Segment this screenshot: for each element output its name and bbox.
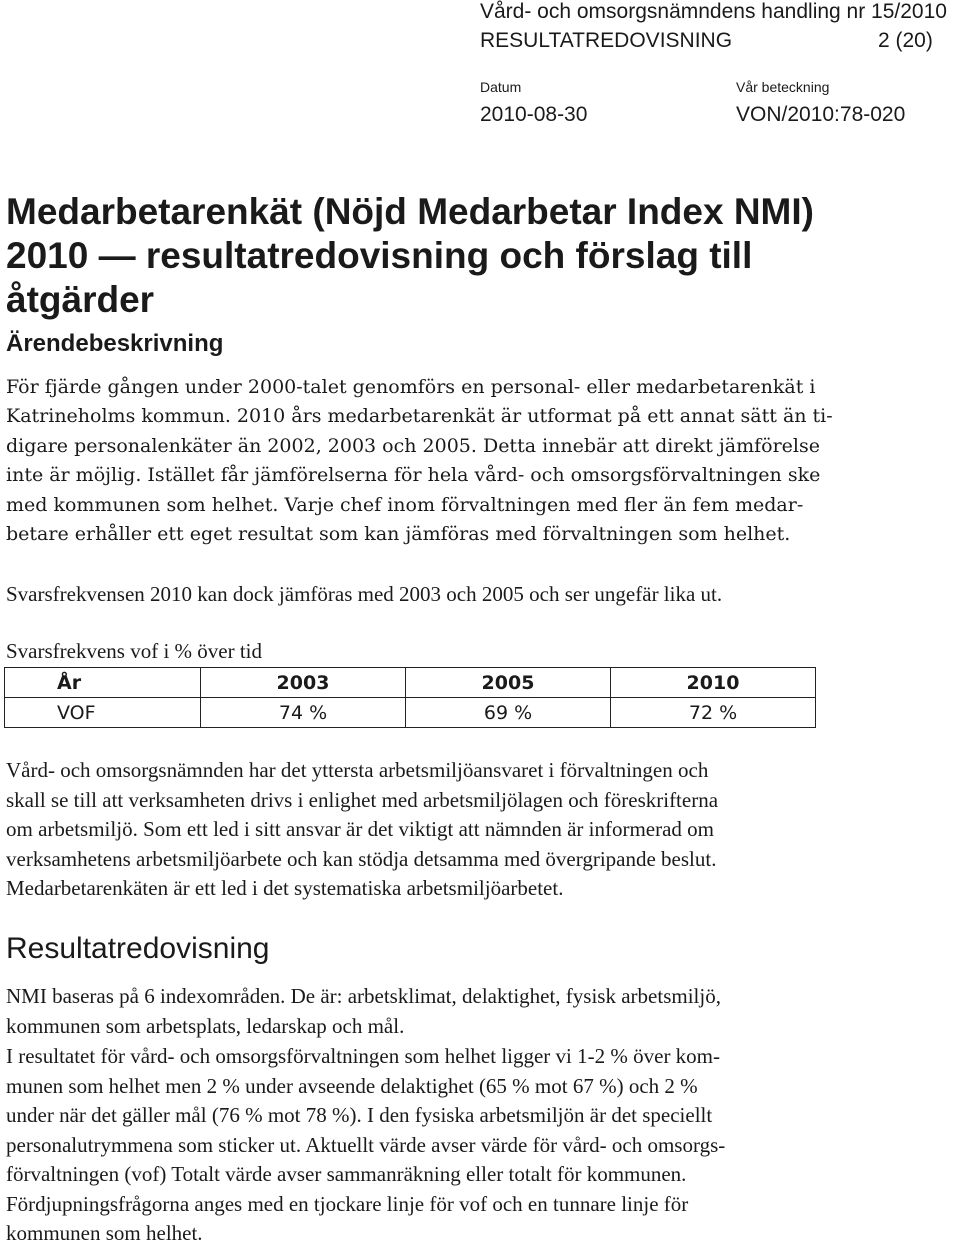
paragraph-work-environment — [6, 756, 958, 904]
paragraph-line: om arbetsmiljö. Som ett led i sitt ansvar är det viktigt att nämnden är informerad om — [6, 817, 715, 841]
subheading: Ärendebeskrivning — [6, 330, 224, 357]
document-section-label: RESULTATREDOVISNING — [480, 29, 733, 52]
table-cell: 74 % — [201, 698, 406, 728]
page-title — [6, 190, 946, 322]
title-line-3: åtgärder — [6, 279, 155, 320]
section-heading: Resultatredovisning — [6, 932, 270, 965]
paragraph-line: skall se till att verksamheten drivs i enlighet med arbetsmiljölagen och föreskrifterna — [6, 787, 719, 812]
table-cell: VOF — [5, 698, 201, 728]
table-header-cell: 2003 — [201, 668, 406, 698]
title-line-2: 2010 — resultatredovisning och förslag till — [6, 235, 753, 276]
paragraph-line: digare personalenkäter än 2002, 2003 och 2005. Detta innebär att direkt jämförelse — [6, 434, 820, 457]
table-header-cell: År — [5, 668, 201, 698]
table-caption-text: Svarsfrekvens vof i % över tid — [6, 639, 263, 663]
paragraph-line: med kommunen som helhet. Varje chef inom förvaltningen med fler än fem medar- — [6, 493, 804, 516]
table-header-cell: 2010 — [611, 668, 816, 698]
table-header-cell: 2005 — [406, 668, 611, 698]
paragraph-line: kommunen som helhet. — [6, 1221, 203, 1245]
table-row — [5, 698, 816, 728]
paragraph-line: Vård- och omsorgsnämnden har det yttersta arbetsmiljöansvaret i förvaltningen och — [6, 758, 709, 782]
paragraph-response-rate — [6, 580, 958, 610]
date-value: 2010-08-30 — [480, 103, 588, 126]
paragraph-line: förvaltningen (vof) Totalt värde avser sammanräkning eller totalt för kommunen. — [6, 1162, 687, 1186]
paragraph-line: under när det gäller mål (76 % mot 78 %). I den fysiska arbetsmiljön är det speciellt — [6, 1103, 713, 1127]
paragraph-line: kommunen som arbetsplats, ledarskap och mål. — [6, 1013, 405, 1038]
paragraph-line: munen som helhet men 2 % under avseende delaktighet (65 % mot 67 %) och 2 % — [6, 1073, 698, 1098]
paragraph-line: För fjärde gången under 2000-talet genomförs en personal- eller medarbetarenkät i — [6, 376, 816, 398]
paragraph-line: betare erhåller ett eget resultat som kan jämföras med förvaltningen som helhet. — [6, 523, 791, 546]
paragraph-line: personalutrymmena som sticker ut. Aktuellt värde avser värde för vård- och omsorgs- — [6, 1132, 726, 1157]
paragraph-line: Svarsfrekvensen 2010 kan dock jämföras med 2003 och 2005 och ser ungefär lika ut. — [6, 582, 723, 606]
paragraph-description — [6, 373, 958, 549]
paragraph-index-areas — [6, 982, 958, 1041]
paragraph-line: Katrineholms kommun. 2010 års medarbetarenkät är utformat på ett annat sätt än ti- — [6, 405, 833, 428]
response-rate-table — [4, 667, 816, 728]
reference-label: Vår beteckning — [736, 79, 830, 95]
table-cell: 69 % — [406, 698, 611, 728]
document-reference: Vård- och omsorgsnämndens handling nr 15/2010 — [480, 0, 947, 23]
title-line-1: Medarbetarenkät (Nöjd Medarbetar Index NMI) — [6, 191, 814, 232]
paragraph-line: inte är möjlig. Istället får jämförelserna för hela vård- och omsorgsförvaltningen ske — [6, 464, 821, 487]
paragraph-line: Medarbetarenkäten är ett led i det systematiska arbetsmiljöarbetet. — [6, 876, 564, 900]
table-header-row — [5, 668, 816, 698]
table-cell: 72 % — [611, 698, 816, 728]
paragraph-line: I resultatet för vård- och omsorgsförvaltningen som helhet ligger vi 1-2 % över kom- — [6, 1044, 721, 1068]
date-label: Datum — [480, 79, 522, 95]
paragraph-line: NMI baseras på 6 indexområden. De är: arbetsklimat, delaktighet, fysisk arbetsmiljö, — [6, 984, 721, 1008]
paragraph-line: Fördjupningsfrågorna anges med en tjockare linje för vof och en tunnare linje för — [6, 1191, 689, 1216]
page-number: 2 (20) — [878, 29, 933, 52]
reference-value: VON/2010:78-020 — [736, 103, 906, 126]
table-caption — [6, 637, 958, 667]
paragraph-line: verksamhetens arbetsmiljöarbete och kan stödja detsamma med övergripande beslut. — [6, 846, 717, 871]
paragraph-results — [6, 1042, 958, 1249]
